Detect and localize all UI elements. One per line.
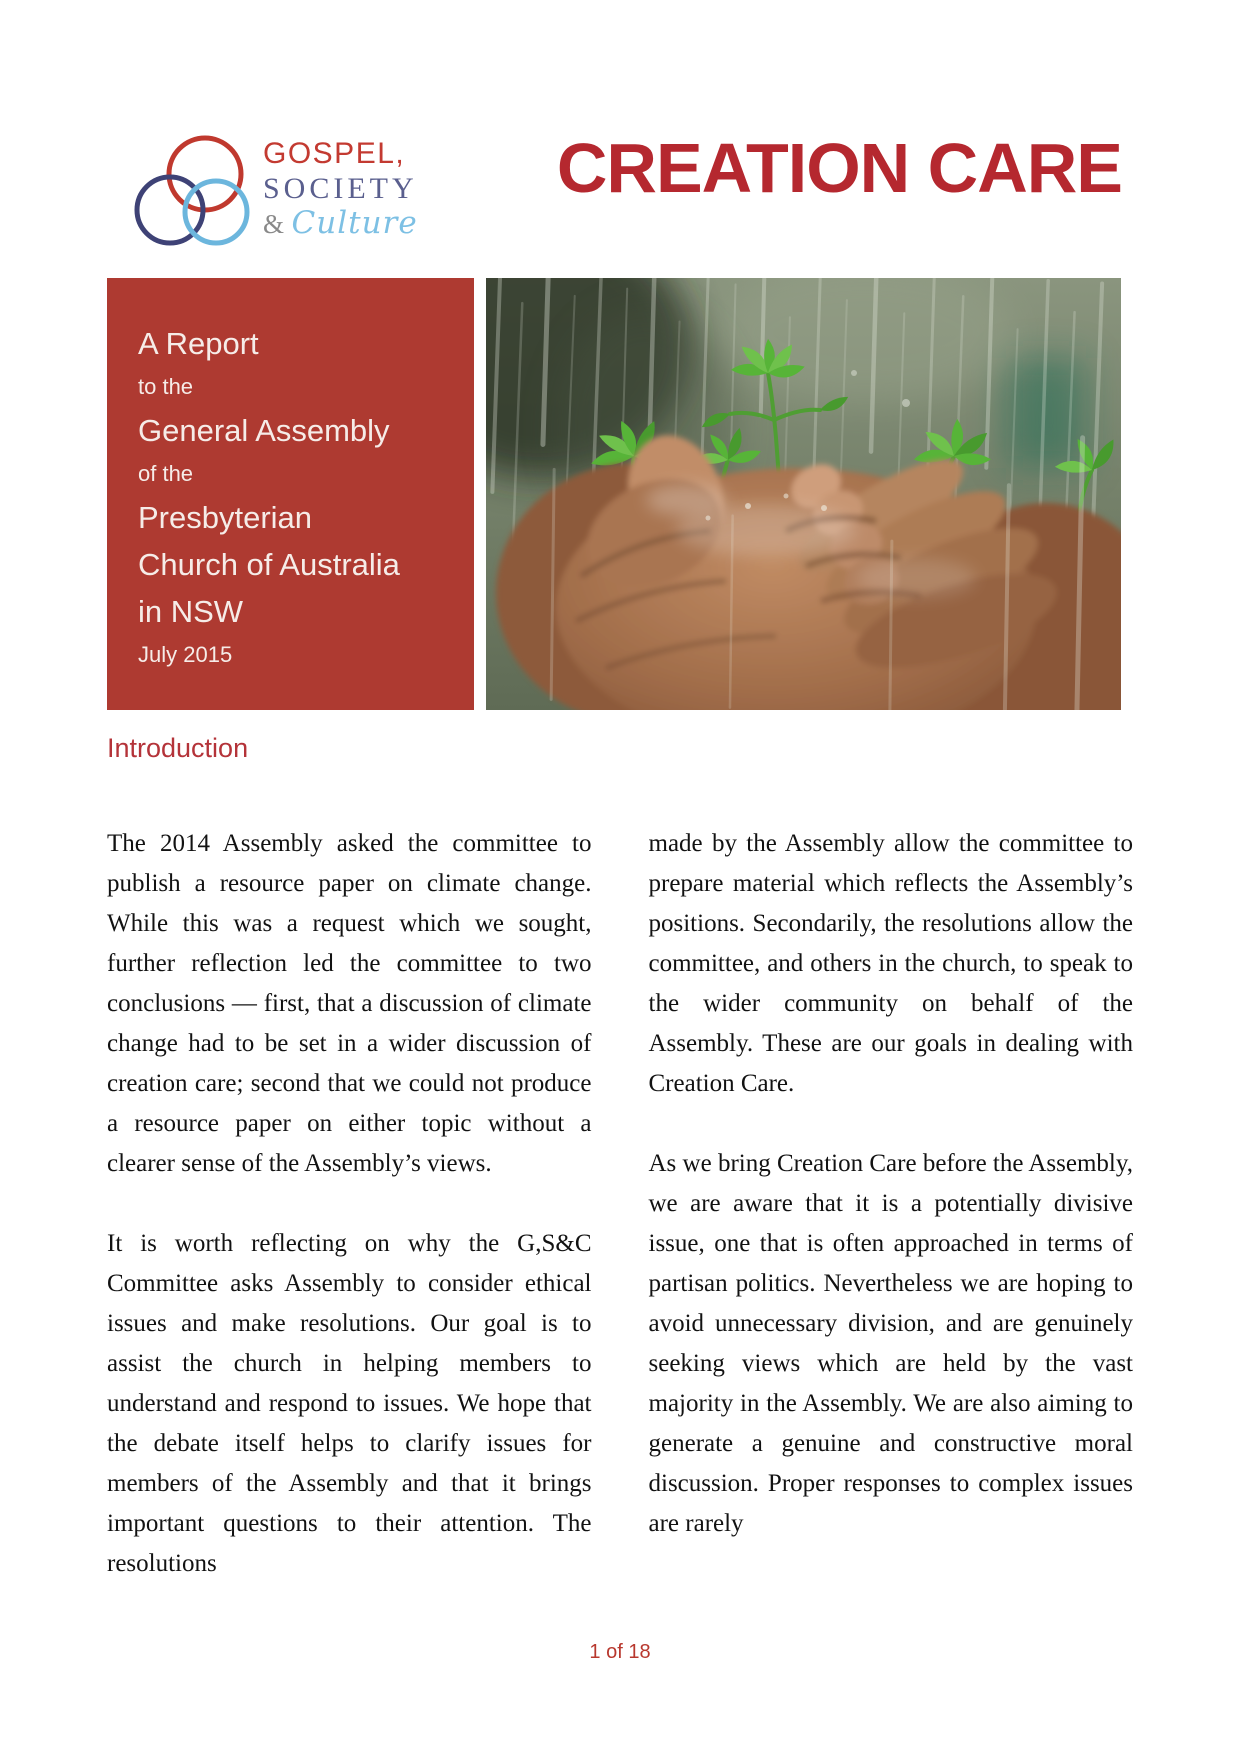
report-info-panel [107, 278, 474, 710]
report-info-line: A Report [138, 326, 259, 361]
report-info-line: General Assembly [138, 413, 390, 448]
text-column-left [107, 824, 592, 1584]
report-info-line: of the [138, 461, 194, 486]
report-info-line: to the [138, 374, 194, 399]
cover-photo-hands-seedling-rain [486, 278, 1121, 710]
logo-word-culture-line [263, 206, 418, 242]
section-heading-introduction: Introduction [107, 733, 249, 763]
report-info-line: July 2015 [138, 642, 233, 667]
logo-word-gospel: GOSPEL, [263, 137, 406, 170]
document-title: CREATION CARE [556, 129, 1122, 207]
report-info-line: Presbyterian [138, 500, 313, 535]
page-number: 1 of 18 [589, 1641, 651, 1663]
logo-word-culture: Culture [291, 205, 418, 241]
body-text-columns [107, 824, 1133, 1584]
report-info-line: in NSW [138, 594, 244, 629]
report-info-line: Church of Australia [138, 547, 400, 582]
text-column-right [649, 824, 1134, 1584]
body-paragraph: It is worth reflecting on why the G,S&C Committee asks Assembly to consider ethical issues and make resolutions. Our goal is to assist the church in helping members to understand and respond to issues. We hope that the debate itself helps to clarify issues for members of the Assembly and that it brings important questions to their attention. The resolutions [107, 1230, 592, 1577]
body-paragraph: The 2014 Assembly asked the committee to publish a resource paper on climate change. While this was a request which we sought, further reflection led the committee to two conclusions — first, that a discussion of climate change had to be set in a wider discussion of creation care; second that we could not produce a resource paper on either topic without a clearer sense of the Assembly’s views. [107, 830, 592, 1177]
body-paragraph: As we bring Creation Care before the Assembly, we are aware that it is a potentially divisive issue, one that is often approached in terms of partisan politics. Nevertheless we are hoping to avoid unnecessary division, and are genuinely seeking views which are held by the vast majority in the Assembly. We are also aiming to generate a genuine and constructive moral discussion. Proper responses to complex issues are rarely [648, 1150, 1133, 1537]
body-paragraph: made by the Assembly allow the committee to prepare material which reflects the Assembly’s positions. Secondarily, the resolutions allow the committee, and others in the church, to speak to the wider community on behalf of the Assembly. These are our goals in dealing with Creation Care. [648, 830, 1133, 1097]
logo-word-society: SOCIETY [263, 172, 418, 205]
gospel-society-culture-logo-icon [130, 133, 262, 251]
logo-wordmark [263, 136, 418, 242]
logo-ampersand: & [263, 209, 285, 239]
